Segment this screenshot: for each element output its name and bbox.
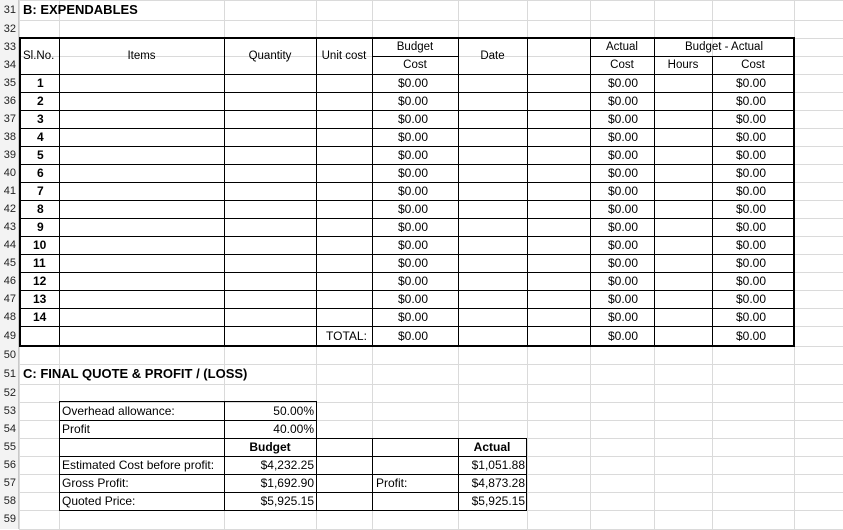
difference-cost-cell[interactable]: $0.00 [736,166,767,180]
profit-rate-label: Profit [62,422,91,436]
budget-column-header: Budget [249,440,291,454]
header-actual-cost: Cost [610,59,634,71]
difference-cost-cell[interactable]: $0.00 [736,130,767,144]
header-ba-cost: Cost [741,59,765,71]
table-border [19,74,795,75]
table-row-number[interactable]: 8 [37,202,44,216]
gross-profit-label: Gross Profit: [62,476,129,490]
estimated-cost-actual[interactable]: $1,051.88 [471,458,525,472]
total-label: TOTAL: [326,329,367,343]
total-budget-cost[interactable]: $0.00 [398,329,429,343]
row-header[interactable]: 59 [0,510,19,529]
header-hours: Hours [667,59,699,71]
row-header[interactable]: 41 [0,182,19,200]
difference-cost-cell[interactable]: $0.00 [736,184,767,198]
actual-cost-cell[interactable]: $0.00 [608,274,639,288]
row-header[interactable]: 40 [0,164,19,182]
row-header[interactable]: 35 [0,74,19,92]
gridline-horizontal [19,20,843,21]
difference-cost-cell[interactable]: $0.00 [736,112,767,126]
row-header[interactable]: 53 [0,402,19,420]
gross-profit-budget[interactable]: $1,692.90 [260,476,314,490]
gridline-horizontal [19,0,843,1]
actual-cost-cell[interactable]: $0.00 [608,202,639,216]
table-row-number[interactable]: 6 [37,166,44,180]
table-border [527,38,528,346]
header-budget: Budget [396,41,434,53]
table-border [59,401,60,511]
header-quantity: Quantity [248,50,292,62]
row-header[interactable]: 58 [0,492,19,510]
table-border [372,38,373,346]
estimated-cost-budget[interactable]: $4,232.25 [260,458,314,472]
actual-column-header: Actual [473,440,511,454]
table-border [59,401,316,402]
table-border [19,272,795,273]
table-border [590,56,794,57]
row-header[interactable]: 54 [0,420,19,438]
table-border [793,38,795,346]
table-border [59,474,527,475]
row-header[interactable]: 42 [0,200,19,218]
table-border [59,492,527,493]
gross-profit-actual[interactable]: $4,873.28 [471,476,525,490]
gridline-horizontal [19,384,843,385]
table-border [59,420,316,421]
row-header[interactable]: 39 [0,146,19,164]
budget-cost-cell[interactable]: $0.00 [398,94,429,108]
actual-profit-label: Profit: [376,476,408,490]
budget-cost-cell[interactable]: $0.00 [398,256,429,270]
header-items: Items [127,50,156,62]
table-border [372,56,458,57]
total-difference-cost[interactable]: $0.00 [736,329,767,343]
budget-cost-cell[interactable]: $0.00 [398,130,429,144]
total-actual-cost[interactable]: $0.00 [608,329,639,343]
table-row-number[interactable]: 2 [37,94,44,108]
actual-cost-cell[interactable]: $0.00 [608,220,639,234]
difference-cost-cell[interactable]: $0.00 [736,238,767,252]
table-border [316,401,317,511]
difference-cost-cell[interactable]: $0.00 [736,256,767,270]
actual-cost-cell[interactable]: $0.00 [608,130,639,144]
difference-cost-cell[interactable]: $0.00 [736,310,767,324]
table-border [712,56,713,346]
row-header[interactable]: 31 [0,0,19,20]
difference-cost-cell[interactable]: $0.00 [736,76,767,90]
header-budget-cost: Cost [403,59,427,71]
difference-cost-cell[interactable]: $0.00 [736,292,767,306]
budget-cost-cell[interactable]: $0.00 [398,310,429,324]
table-border [590,38,591,346]
row-header[interactable]: 36 [0,92,19,110]
row-header[interactable]: 34 [0,56,19,74]
quoted-price-budget[interactable]: $5,925.15 [260,494,314,508]
quoted-price-label: Quoted Price: [62,494,136,508]
row-header[interactable]: 50 [0,346,19,364]
budget-cost-cell[interactable]: $0.00 [398,292,429,306]
row-header[interactable]: 57 [0,474,19,492]
actual-cost-cell[interactable]: $0.00 [608,292,639,306]
budget-cost-cell[interactable]: $0.00 [398,166,429,180]
table-row-number[interactable]: 5 [37,148,44,162]
table-border [19,290,795,291]
table-row-number[interactable]: 4 [37,130,44,144]
actual-cost-cell[interactable]: $0.00 [608,256,639,270]
actual-cost-cell[interactable]: $0.00 [608,184,639,198]
budget-cost-cell[interactable]: $0.00 [398,184,429,198]
row-header[interactable]: 48 [0,308,19,326]
row-header[interactable]: 49 [0,326,19,346]
header-date: Date [480,50,505,62]
table-border [59,456,527,457]
budget-cost-cell[interactable]: $0.00 [398,220,429,234]
table-border [19,128,795,129]
actual-cost-cell[interactable]: $0.00 [608,112,639,126]
table-border [372,438,373,511]
row-header[interactable]: 55 [0,438,19,456]
budget-cost-cell[interactable]: $0.00 [398,76,429,90]
table-border [654,38,655,346]
table-row-number[interactable]: 11 [33,256,46,270]
actual-cost-cell[interactable]: $0.00 [608,166,639,180]
actual-cost-cell[interactable]: $0.00 [608,310,639,324]
table-border [19,236,795,237]
row-header[interactable]: 52 [0,384,19,402]
table-border [19,110,795,111]
table-row-number[interactable]: 10 [33,238,47,252]
difference-cost-cell[interactable]: $0.00 [736,148,767,162]
budget-cost-cell[interactable]: $0.00 [398,202,429,216]
table-row-number[interactable]: 13 [33,292,47,306]
row-header[interactable]: 37 [0,110,19,128]
table-row-number[interactable]: 14 [33,310,47,324]
table-border [316,38,317,346]
table-border [19,37,795,39]
table-border [458,438,459,511]
table-border [19,146,795,147]
header-budget-minus-actual: Budget - Actual [685,41,763,53]
row-header[interactable]: 33 [0,38,19,56]
section-c-title: C: FINAL QUOTE & PROFIT / (LOSS) [23,366,248,381]
row-header[interactable]: 47 [0,290,19,308]
difference-cost-cell[interactable]: $0.00 [736,220,767,234]
budget-cost-cell[interactable]: $0.00 [398,112,429,126]
table-border [19,345,795,347]
budget-cost-cell[interactable]: $0.00 [398,274,429,288]
row-header[interactable]: 44 [0,236,19,254]
table-border [19,200,795,201]
difference-cost-cell[interactable]: $0.00 [736,202,767,216]
estimated-cost-label: Estimated Cost before profit: [62,458,215,472]
actual-cost-cell[interactable]: $0.00 [608,94,639,108]
row-header[interactable]: 38 [0,128,19,146]
profit-rate-value[interactable]: 40.00% [273,422,314,436]
table-border [59,510,527,511]
budget-cost-cell[interactable]: $0.00 [398,148,429,162]
table-border [19,92,795,93]
row-header[interactable]: 51 [0,364,19,384]
difference-cost-cell[interactable]: $0.00 [736,274,767,288]
actual-cost-cell[interactable]: $0.00 [608,76,639,90]
table-row-number[interactable]: 9 [37,220,44,234]
header-unit-cost: Unit cost [321,50,367,62]
table-row-number[interactable]: 7 [37,184,44,198]
row-header[interactable]: 32 [0,20,19,38]
table-border [19,326,795,327]
table-row-number[interactable]: 1 [37,76,44,90]
table-border [458,38,459,346]
table-border [526,438,527,511]
budget-cost-cell[interactable]: $0.00 [398,238,429,252]
table-border [19,254,795,255]
table-border [224,38,225,346]
table-border [19,182,795,183]
table-border [19,308,795,309]
table-row-number[interactable]: 12 [33,274,47,288]
header-slno: Sl.No. [23,50,55,62]
row-header[interactable]: 46 [0,272,19,290]
section-b-title: B: EXPENDABLES [23,2,138,17]
table-border [19,218,795,219]
actual-cost-cell[interactable]: $0.00 [608,148,639,162]
table-border [59,438,527,439]
actual-cost-cell[interactable]: $0.00 [608,238,639,252]
overhead-value[interactable]: 50.00% [273,404,314,418]
table-border [19,38,21,346]
table-border [19,164,795,165]
table-border [224,401,225,511]
quoted-price-actual[interactable]: $5,925.15 [471,494,525,508]
header-actual: Actual [606,41,638,53]
table-row-number[interactable]: 3 [37,112,44,126]
row-header[interactable]: 56 [0,456,19,474]
row-header[interactable]: 45 [0,254,19,272]
row-header[interactable]: 43 [0,218,19,236]
overhead-label: Overhead allowance: [62,404,175,418]
table-border [59,38,60,346]
difference-cost-cell[interactable]: $0.00 [736,94,767,108]
